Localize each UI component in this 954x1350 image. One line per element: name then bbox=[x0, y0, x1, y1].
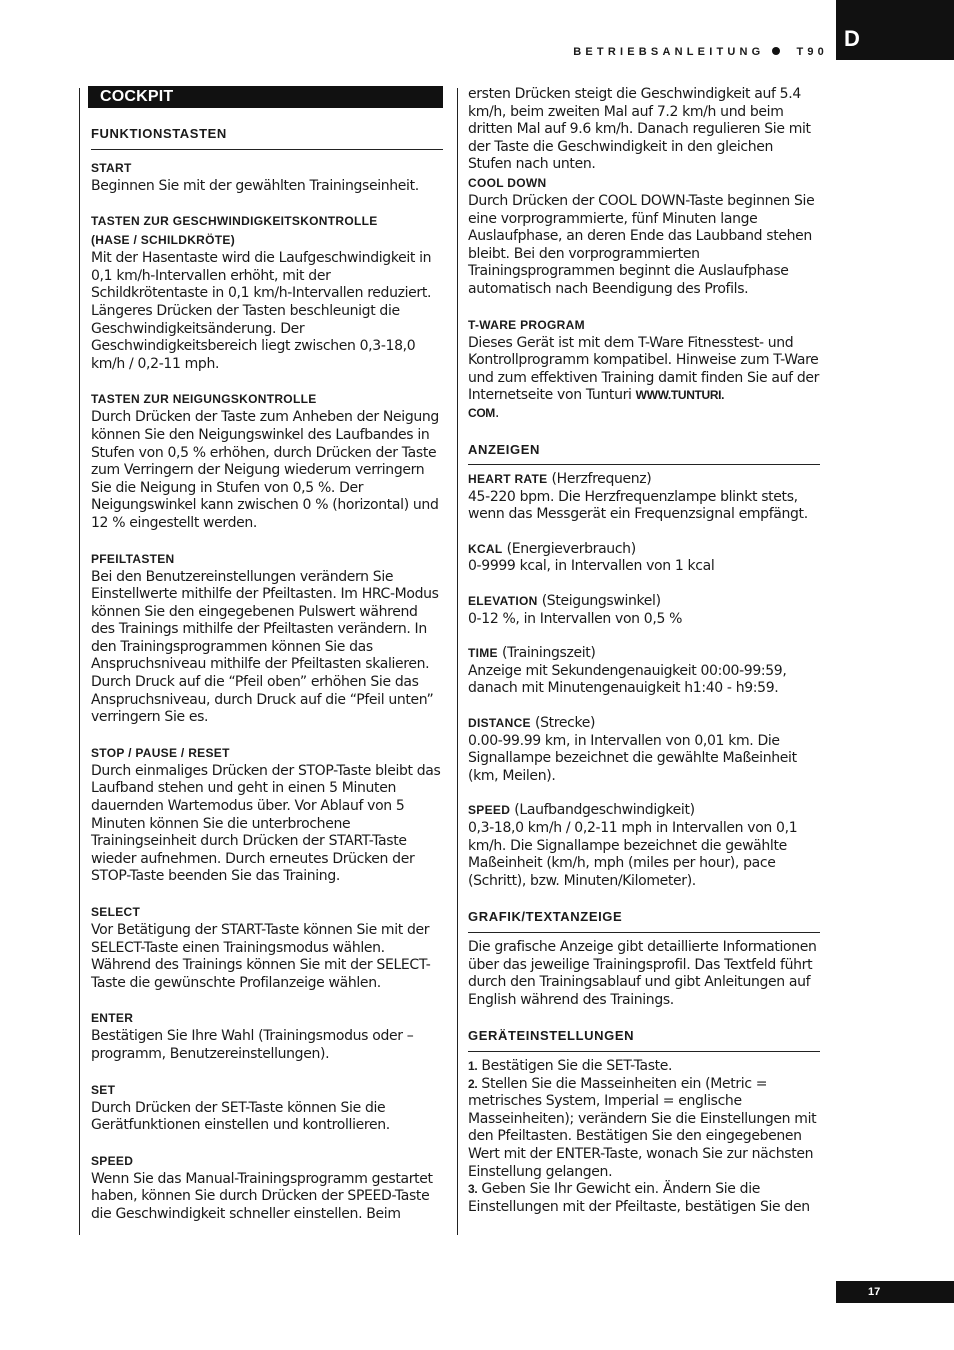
display-time bbox=[468, 645, 820, 698]
left-column-rule bbox=[79, 88, 80, 1235]
display-label: KCAL bbox=[468, 541, 503, 556]
display-note: (Energieverbrauch) bbox=[502, 540, 636, 557]
step-number: 3. bbox=[468, 1182, 478, 1197]
block-enter bbox=[91, 1009, 443, 1063]
block-select bbox=[91, 903, 443, 992]
block-heading: START bbox=[91, 160, 132, 175]
bullet-dot-icon bbox=[772, 47, 780, 55]
display-note: (Steigungswinkel) bbox=[537, 593, 661, 610]
display-text bbox=[468, 715, 820, 733]
block-heading: SELECT bbox=[91, 905, 141, 919]
block-text: Bei den Benutzereinstellungen verändern Sie Einstellwerte mithilfe der Pfeiltasten. Im HRC-Modus können Sie den eingegebenen Pulswert während des Trainings mithilfe der Pfeiltasten verändern. In den Trainingsprogrammen können Sie das Anspruchsniveau mithilfe der Pfeiltasten skalieren. Durch Druck auf die “Pfeil oben” erhöhen Sie das Anspruchsniveau, durch Druck auf die “Pfeil unten” verringern Sie es. bbox=[91, 568, 439, 726]
block-heading: STOP / PAUSE / RESET bbox=[91, 745, 230, 760]
manual-title: BETRIEBSANLEITUNG bbox=[573, 46, 765, 58]
display-text bbox=[468, 593, 820, 611]
block-heading: COOL DOWN bbox=[468, 175, 547, 190]
block-heading: TASTEN ZUR NEIGUNGSKONTROLLE bbox=[91, 392, 317, 407]
right-column bbox=[468, 86, 820, 1216]
block-heading: SET bbox=[91, 1082, 116, 1097]
section-geraeteinstellungen: GERÄTEINSTELLUNGEN bbox=[468, 1027, 820, 1052]
block-heading: PFEILTASTEN bbox=[91, 551, 175, 566]
display-label: HEART RATE bbox=[468, 472, 548, 487]
block-text: Durch Drücken der COOL DOWN-Taste beginnen Sie eine vorprogrammierte, fünf Minuten lange Auslaufphase, an deren Ende das Laubband stehen bleibt. Bei den vorprogrammierten Trainingsprogrammen beginnt die Auslaufphase automatisch nach Beendigung des Profils. bbox=[468, 192, 815, 297]
block-heading: TASTEN ZUR GESCHWINDIGKEITSKONTROLLE bbox=[91, 214, 378, 229]
cockpit-title: COCKPIT bbox=[88, 86, 443, 108]
display-note: (Laufbandgeschwindigkeit) bbox=[510, 802, 695, 819]
language-tab bbox=[836, 0, 954, 60]
display-kcal bbox=[468, 541, 820, 576]
block-set bbox=[91, 1081, 443, 1135]
display-distance bbox=[468, 715, 820, 785]
step-text: Stellen Sie die Masseinheiten ein (Metric = metrisches System, Imperial = englische Masseinheiten); verändern Sie die Einstellungen mit den Pfeiltasten. Bestätigen Sie den eingegebenen Wert mit der ENTER-Taste, wonach Sie zur nächsten Einstellung gelangen. bbox=[468, 1075, 817, 1180]
display-desc: Anzeige mit Sekundengenauigkeit 00:00-99:59, danach mit Minutengenauigkeit h1:40 - h9:59. bbox=[468, 662, 787, 697]
tware-text: Dieses Gerät ist mit dem T-Ware Fitnesstest- und Kontrollprogramm kompatibel. Hinweise zum T-Ware und zum effektiven Training damit finden Sie auf der Internetseite von Tunturi bbox=[468, 334, 820, 404]
display-text bbox=[468, 541, 820, 559]
block-cooldown bbox=[468, 174, 820, 299]
block-incline-keys bbox=[91, 390, 443, 532]
display-label: SPEED bbox=[468, 803, 511, 818]
block-text: Bestätigen Sie Ihre Wahl (Trainingsmodus oder –programm, Benutzereinstellungen). bbox=[91, 1028, 414, 1062]
display-heart-rate bbox=[468, 471, 820, 524]
left-column bbox=[91, 86, 443, 1241]
section-grafik: GRAFIK/TEXTANZEIGE bbox=[468, 908, 820, 933]
tware-end: . bbox=[494, 404, 500, 421]
display-note: (Strecke) bbox=[530, 715, 596, 732]
display-text bbox=[468, 802, 820, 820]
settings-step-3 bbox=[468, 1181, 820, 1216]
display-desc: 0-12 %, in Intervallen von 0,5 % bbox=[468, 610, 683, 627]
display-desc: 0-9999 kcal, in Intervallen von 1 kcal bbox=[468, 558, 715, 575]
section-funktionstasten: FUNKTIONSTASTEN bbox=[91, 125, 443, 150]
block-subheading: (HASE / SCHILDKRÖTE) bbox=[91, 233, 235, 248]
block-heading: SPEED bbox=[91, 1153, 134, 1168]
display-elevation bbox=[468, 593, 820, 628]
block-speed-keys bbox=[91, 212, 443, 373]
model-name: T90 bbox=[796, 46, 828, 58]
step-number: 1. bbox=[468, 1058, 478, 1073]
display-label: DISTANCE bbox=[468, 716, 531, 731]
display-text bbox=[468, 471, 820, 489]
middle-column-rule bbox=[457, 88, 458, 1235]
display-note: (Herzfrequenz) bbox=[547, 471, 652, 488]
display-desc: 0.00-99.99 km, in Intervallen von 0,01 km. Die Signallampe bezeichnet die gewählte Maßeinheit (km, Meilen). bbox=[468, 732, 797, 784]
section-anzeigen: ANZEIGEN bbox=[468, 441, 820, 466]
language-label: D bbox=[844, 26, 860, 51]
step-text: Geben Sie Ihr Gewicht ein. Ändern Sie die Einstellungen mit der Pfeiltaste, bestätigen Sie den bbox=[468, 1181, 810, 1215]
block-stop bbox=[91, 744, 443, 886]
block-text bbox=[468, 335, 820, 423]
display-desc: 45-220 bpm. Die Herzfrequenzlampe blinkt stets, wenn das Messgerät ein Frequenzsignal empfängt. bbox=[468, 488, 808, 523]
block-text: Wenn Sie das Manual-Trainingsprogramm gestartet haben, können Sie durch Drücken der SPEED-Taste die Geschwindigkeit schneller einstellen. Beim bbox=[91, 1170, 433, 1222]
page-header bbox=[573, 46, 828, 58]
block-arrow-keys bbox=[91, 550, 443, 727]
display-label: ELEVATION bbox=[468, 594, 538, 609]
display-note: (Trainingszeit) bbox=[497, 645, 596, 662]
display-desc: 0,3-18,0 km/h / 0,2-11 mph in Intervallen von 0,1 km/h. Die Signallampe bezeichnet die gewählte Maßeinheit (km/h, mph (miles per hour), pace (Schritt), bzw. Minuten/Kilometer). bbox=[468, 820, 798, 889]
grafik-text: Die grafische Anzeige gibt detaillierte Informationen über das jeweilige Trainingsprofil. Das Textfeld führt durch den Trainingsablauf und gibt Anleitungen auf English während des Trainings. bbox=[468, 938, 817, 1008]
block-text: Mit der Hasentaste wird die Laufgeschwindigkeit in 0,1 km/h-Intervallen erhöht, mit der Schildkrötentaste in 0,1 km/h-Intervallen reduziert. Längeres Drücken der Tasten beschleunigt die Geschwindigkeitsänderung. Der Geschwindigkeitsbereich liegt zwischen 0,3-18,0 km/h / 0,2-11 mph. bbox=[91, 250, 432, 372]
block-text: Vor Betätigung der START-Taste können Sie mit der SELECT-Taste einen Trainingsmodus wählen. Während des Trainings können Sie mit der SELECT-Taste die gewünschte Profilanzeige wählen. bbox=[91, 922, 431, 991]
block-text: Beginnen Sie mit der gewählten Trainingseinheit. bbox=[91, 177, 419, 194]
display-label: TIME bbox=[468, 646, 498, 661]
block-tware bbox=[468, 316, 820, 423]
tunturi-url[interactable]: WWW.TUNTURI. bbox=[635, 388, 725, 403]
block-heading: ENTER bbox=[91, 1011, 134, 1026]
settings-step-1 bbox=[468, 1058, 820, 1076]
page-number: 17 bbox=[868, 1286, 881, 1298]
block-text: Durch Drücken der Taste zum Anheben der Neigung können Sie den Neigungswinkel des Laufbandes in Stufen von 0,5 % erhöhen, durch Drücken der Taste zum Verringern der Neigung wiederum verringern Sie die Neigung in Stufen von 0,5 %. Der Neigungswinkel kann zwischen 0 % (horizontal) und 12 % eingestellt werden. bbox=[91, 409, 439, 531]
page-number-tab bbox=[836, 1281, 954, 1303]
settings-step-2 bbox=[468, 1076, 820, 1182]
tunturi-url-end[interactable]: COM bbox=[468, 405, 495, 420]
block-text: Durch Drücken der SET-Taste können Sie die Gerätfunktionen einstellen und kontrollieren. bbox=[91, 1099, 390, 1134]
step-number: 2. bbox=[468, 1076, 478, 1091]
block-start bbox=[91, 159, 443, 196]
block-text: Durch einmaliges Drücken der STOP-Taste bleibt das Laufband stehen und geht in einen 5 Minuten dauernden Wartemodus über. Vor Ablauf von 5 Minuten können Sie die unterbrochene Trainingseinheit durch Drücken der START-Taste wieder aufnehmen. Durch erneutes Drücken der STOP-Taste beenden Sie das Training. bbox=[91, 762, 441, 885]
block-speed bbox=[91, 1152, 443, 1224]
step-text: Bestätigen Sie die SET-Taste. bbox=[477, 1057, 673, 1074]
speed-continued-text: ersten Drücken steigt die Geschwindigkeit auf 5.4 km/h, beim zweiten Mal auf 7.2 km/h und beim dritten Mal auf 9.6 km/h. Danach regulieren Sie mit der Taste die Geschwindigkeit in den gleichen Stufen nach unten. bbox=[468, 86, 811, 173]
display-speed bbox=[468, 802, 820, 890]
display-text bbox=[468, 645, 820, 663]
block-heading: T-WARE PROGRAM bbox=[468, 317, 585, 332]
